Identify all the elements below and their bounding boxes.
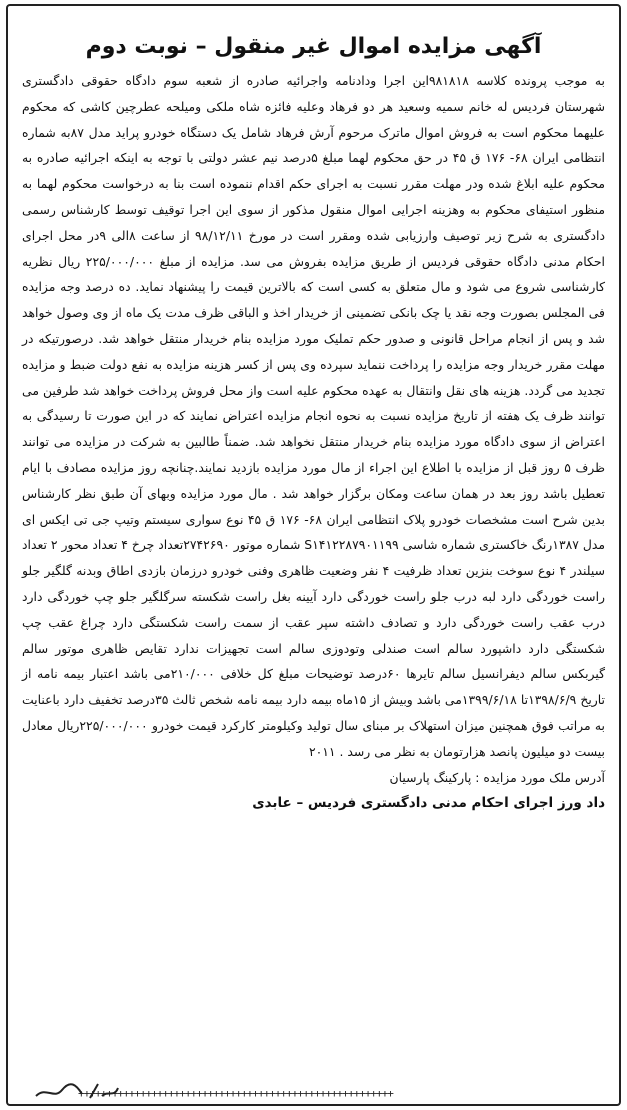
notice-address: آدرس ملک مورد مزایده : پارکینگ پارسیان	[389, 769, 605, 785]
auction-notice	[6, 4, 621, 1106]
notice-title: آگهی مزایده اموال غیر منقول – نوبت دوم	[85, 34, 542, 59]
footer-plus-marks: ++++++++++++++++++++++++++++++++++++++++++++++++++++++++	[78, 1087, 393, 1100]
notice-signature: داد ورز اجرای احکام مدنی دادگستری فردیس – عابدی	[252, 794, 605, 811]
notice-body: به موجب پرونده کلاسه ۹۸۱۸۱۸این اجرا ودادنامه واجرائیه صادره از شعبه سوم دادگاه حقوقی دادگستری شهرستان فردیس له خانم سمیه وسعید هر دو فرهاد وعلیه فائزه شاه ملکی ومیلحه عطرچین کاشی که محکوم علیهما محکوم است به فروش اموال ماترک مرحوم آرش فرهاد شامل یک دستگاه خودرو پراید مدل ۸۷به شماره انتظامی ایران ۶۸- ۱۷۶ ق ۴۵ در حق محکوم لهما مبلغ ۵درصد نیم عشر دولتی با توجه به اینکه اجرائیه صادره به محکوم علیه ابلاغ شده ودر مهلت مقرر نسبت به اجرای حکم اقدام ننموده است بنا به درخواست محکوم لهما به منظور استیفای محکوم به وهزینه اجرایی اموال منقول مذکور از سوی این اجرا توقیف توسط کارشناس رسمی دادگستری به شرح زیر توصیف وارزیابی شده ومقرر است در مورخ ۹۸/۱۲/۱۱ از ساعت ۸الی ۹در محل اجرای احکام مدنی دادگاه حقوقی فردیس از طریق مزایده بفروش می سد. مزایده از مبلغ ۲۲۵/۰۰۰/۰۰۰ ریال نظریه کارشناسی شروع می شود و مال متعلق به کسی است که بالاترین قیمت را پیشنهاد نماید. ده درصد وجه مزایده فی المجلس بصورت وجه نقد یا چک بانکی تضمینی از خریدار اخذ و الباقی ظرف مدت یک ماه از وی وصول خواهد شد و پس از انجام مراحل قانونی و صدور حکم تملیک مورد مزایده بنام خریدار منتقل خواهد شد. درصورتیکه در مهلت مقرر خریدار وجه مزایده را پرداخت ننماید سپرده وی پس از کسر هزینه مزایده به نفع دولت ضبط و مزایده تجدید می گردد. هزینه های نقل وانتقال به عهده محکوم علیه است واز محل فروش پرداخت خواهد شد طرفین می توانند ظرف یک هفته از تاریخ مزایده نسبت به نحوه انجام مزایده اعتراض نمایند که در این صورت تا رسیدگی به اعتراض از سوی دادگاه مورد مزایده بنام خریدار منتقل نخواهد شد. ضمناً طالبین به شرکت در مزایده می توانند ظرف ۵ روز قبل از مزایده با اطلاع این اجراء از مال مورد مزایده بازدید نمایند.چنانچه روز مزایده مصادف با ایام تعطیل باشد روز بعد در همان ساعت ومکان برگزار خواهد شد . مال مورد مزایده وبهای آن طبق نظر کارشناس بدین شرح است مشخصات خودرو پلاک انتظامی ایران ۶۸- ۱۷۶ ق ۴۵ نوع سواری سیستم وتیپ جی تی ایکس ای مدل ۱۳۸۷رنگ خاکستری شماره شاسی S۱۴۱۲۲۸۷۹۰۱۱۹۹ شماره موتور ۲۷۴۲۶۹۰تعداد چرخ ۴ تعداد محور ۲ تعداد سیلندر ۴ نوع سوخت بنزین تعداد ظرفیت ۴ نفر وضعیت ظاهری وفنی خودرو درزمان بازدی اطاق وبدنه گلگیر جلو راست خوردگی دارد لبه درب جلو راست خوردگی دارد آیینه بغل راست شکسته سرگلگیر جلو چپ خوردگی دارد درب عقب راست خوردگی دارد و تصادف داشته سپر عقب از سمت راست شکستگی دارد چراغ عقب چپ شکستگی دارد داشپورد سالم است صندلی وتودوزی سالم است تجهیزات ندارد تقایص ظاهری موتور سالم گیربکس سالم دیفرانسیل سالم تایرها ۶۰درصد توضیحات مبلغ کل خلافی ۲۱۰/۰۰۰می باشد اعتبار بیمه نامه از تاریخ ۱۳۹۸/۶/۹تا ۱۳۹۹/۶/۱۸می باشد وبیش از ۱۵ماه بیمه دارد بیمه نامه شخص ثالث ۳۵درصد تخفیف دارد باعنایت به مراتب فوق همچنین میزان استهلاک بر مبنای سال تولید وکیلومتر کارکرد قیمت خودرو ۲۲۵/۰۰۰/۰۰۰ریال معادل بیست دو میلیون پانصد هزارتومان به نظر می رسد . ۲۰۱۱	[22, 73, 606, 759]
handwritten-mark-icon	[32, 1080, 122, 1102]
